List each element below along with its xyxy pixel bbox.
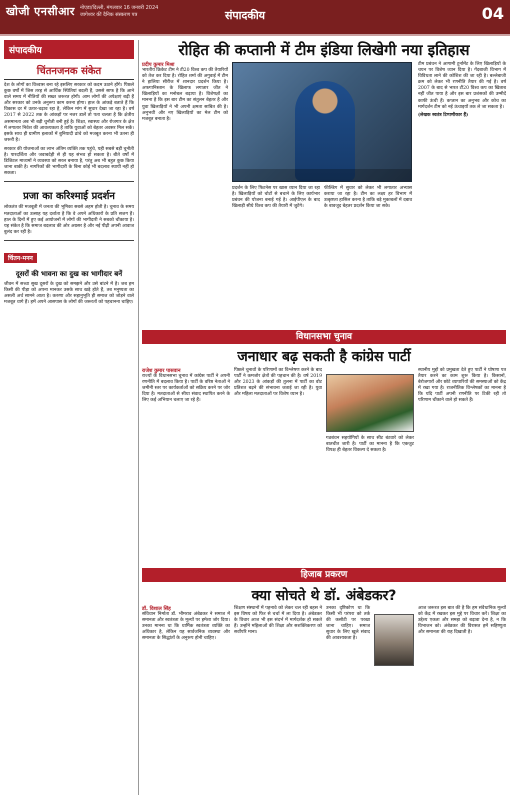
lead-column-mid-2 bbox=[324, 186, 412, 210]
hijab-band: हिजाब प्रकरण bbox=[142, 568, 506, 582]
election-column-3 bbox=[326, 436, 414, 454]
election-column-4 bbox=[418, 368, 506, 405]
bottom-article-title: दूसरों की भावना का दुख का भागीदार बनें bbox=[15, 269, 123, 278]
hijab-column-4 bbox=[418, 606, 506, 636]
election-col3-text: गठबंधन सहयोगियों के साथ सीट बंटवारे को लेकर बातचीत जारी है। पार्टी का मानना है कि एकजुट विपक्ष ही बेहतर विकल्प दे सकता है। bbox=[326, 436, 414, 454]
masthead bbox=[0, 0, 510, 34]
hijab-col1-text: संविधान निर्माता डॉ. भीमराव अंबेडकर ने समाज में समानता और स्वतंत्रता के मूल्यों पर हमेशा जोर दिया। उनका मानना था कि धार्मिक स्वतंत्रता व्यक्ति का अधिकार है, लेकिन यह सार्वजनिक व्यवस्था और समानता के सिद्धांतों के अनुरूप होनी चाहिए। bbox=[142, 612, 230, 642]
chintan-band: चिंतन-मनन bbox=[4, 253, 37, 263]
page-number: 04 bbox=[481, 4, 504, 23]
hijab-byline: डॉ. विशाल सिंह bbox=[142, 606, 171, 612]
sub-article-title: प्रजा का करिश्माई प्रदर्शन bbox=[23, 191, 115, 203]
editorial-body: देश के लोगों का विश्वास बना रहे इसलिए सरकार को कदम उठाने होंगे। पिछले कुछ वर्षों में जिस तरह से आर्थिक स्थितियां बदली हैं, उससे साफ है कि आने वाले समय में नीतियों की सख्त जरूरत होगी। आम लोगों की अपेक्षाएं बढ़ी हैं और सरकार को उनके अनुरूप काम करना होगा। हाल के आंकड़े बताते हैं कि विकास दर में उतार-चढ़ाव रहा है, लेकिन मांग में सुधार देखा जा रहा है। वर्ष 2017 से 2022 तक के आंकड़ों पर नजर डालें तो पता चलता है कि क्षेत्रीय असमानता अब भी बड़ी चुनौती बनी हुई है। शिक्षा, स्वास्थ्य और रोजगार के क्षेत्र में लगातार निवेश की आवश्यकता है ताकि युवाओं को बेहतर अवसर मिल सकें। इसके साथ ही ग्रामीण इलाकों में बुनियादी ढांचे को मजबूत करना भी उतना ही जरूरी है। bbox=[4, 83, 134, 143]
hijab-col3-text: उनका दृष्टिकोण था कि किसी भी परंपरा को तर्क की कसौटी पर परखा जाना चाहिए। समाज सुधार के लिए खुले संवाद की आवश्यकता है। bbox=[326, 606, 370, 642]
date-line-2: जागेश्वर कीं दैनिक संस्करण पत्र bbox=[80, 12, 138, 18]
divider bbox=[4, 181, 134, 182]
player-figure bbox=[295, 81, 355, 181]
lead-column-right bbox=[418, 62, 506, 119]
election-col2-text: पिछले चुनावों के परिणामों का विश्लेषण करने के बाद पार्टी ने कमजोर क्षेत्रों की पहचान की है। वर्ष 2019 और 2023 के आंकड़ों की तुलना में पार्टी का वोट प्रतिशत बढ़ने की संभावना जताई जा रही है। युवा और महिला मतदाताओं पर विशेष ध्यान है। bbox=[234, 368, 322, 398]
election-column-1 bbox=[142, 368, 230, 404]
lead-column-1 bbox=[142, 62, 228, 123]
column-divider bbox=[138, 40, 139, 795]
hijab-col2-text: शिक्षण संस्थानों में पहनावे को लेकर चल रही बहस ने इस विषय को फिर से चर्चा में ला दिया है। अंबेडकर के विचार आज भी इस संदर्भ में मार्गदर्शक हो सकते हैं। उन्होंने महिलाओं की शिक्षा और सशक्तिकरण को सर्वोपरि माना। bbox=[234, 606, 322, 636]
hijab-headline: क्या सोचते थे डॉ. अंबेडकर? bbox=[251, 588, 397, 604]
section-title: संपादकीय bbox=[225, 9, 266, 22]
election-column-2 bbox=[234, 368, 322, 398]
photo-caption-bar bbox=[233, 169, 411, 181]
editorial-band: संपादकीय bbox=[4, 40, 134, 59]
editorial-body-2: सरकार की योजनाओं का लाभ अंतिम व्यक्ति तक पहुंचे, यही सबसे बड़ी चुनौती है। पारदर्शिता और जवाबदेही से ही यह संभव हो सकता है। बीते वर्षों में डिजिटल माध्यमों ने व्यवस्था को सरल बनाया है, परंतु अब भी बहुत कुछ किया जाना बाकी है। नागरिकों की भागीदारी के बिना कोई भी बदलाव स्थायी नहीं हो सकता। bbox=[4, 146, 134, 177]
divider bbox=[4, 240, 134, 241]
lead-mid1-text: प्रदर्शन के लिए फिटनेस पर खास ध्यान दिया जा रहा है। खिलाड़ियों को चोटों से बचाने के लिए कार्यभार प्रबंधन की योजना बनाई गई है। आईपीएल के बाद खिलाड़ी सीधे विश्व कप की तैयारी में जुटेंगे। bbox=[232, 186, 320, 210]
masthead-rule bbox=[0, 34, 510, 36]
lead-mid2-text: फील्डिंग में सुधार को लेकर भी लगातार अभ्यास कराया जा रहा है। टीम का लक्ष्य हर विभाग में उत्कृष्टता हासिल करना है ताकि बड़े मुकाबलों में दबाव के बावजूद बेहतर प्रदर्शन किया जा सके। bbox=[324, 186, 412, 210]
hijab-col4-text: आज जरूरत इस बात की है कि हम संवैधानिक मूल्यों को केंद्र में रखकर इस मुद्दे पर विचार करें। शिक्षा का उद्देश्य एकता और समझ को बढ़ावा देना है, न कि विभाजन को। अंबेडकर की विरासत हमें सहिष्णुता और समानता की राह दिखाती है। bbox=[418, 606, 506, 636]
hijab-column-3 bbox=[326, 606, 370, 643]
date-line bbox=[80, 5, 210, 19]
hijab-article bbox=[142, 606, 506, 796]
lead-article bbox=[142, 62, 506, 327]
lead-right-text: टीम प्रबंधन ने आगामी टूर्नामेंट के लिए खिलाड़ियों के चयन पर विशेष ध्यान दिया है। गेंदबाजी विभाग में विविधता लाने की कोशिश की जा रही है। बल्लेबाजी क्रम को लेकर भी रणनीति तैयार की गई है। वर्ष 2007 के बाद से भारत टी20 विश्व कप का खिताब नहीं जीत पाया है और इस बार प्रशंसकों की उम्मीदें काफी ऊंची हैं। कप्तान का अनुभव और कोच का मार्गदर्शन टीम को नई ऊंचाइयों तक ले जा सकता है। bbox=[418, 62, 506, 110]
lead-header bbox=[142, 40, 506, 60]
hijab-column-2 bbox=[234, 606, 322, 636]
election-headline: जनाधार बढ़ सकती है कांग्रेस पार्टी bbox=[237, 349, 411, 365]
lead-col1-text: भारतीय क्रिकेट टीम ने टी20 विश्व कप की तैयारियों को तेज कर दिया है। रोहित शर्मा की अगुवाई में टीम ने हालिया सीरीज में शानदार प्रदर्शन किया है। अफगानिस्तान के खिलाफ लगातार जीत ने खिलाड़ियों का मनोबल बढ़ाया है। विशेषज्ञों का मानना है कि इस बार टीम का संतुलन बेहतर है और युवा खिलाड़ियों ने भी अपनी क्षमता साबित की है। अनुभवी और नए खिलाड़ियों का मेल टीम को मजबूत बनाता है। bbox=[142, 68, 228, 122]
lead-byline: प्रदीप कुमार मिश्रा bbox=[142, 62, 175, 68]
cricketer-photo bbox=[232, 62, 412, 182]
election-byline: राजेश कुमार पासवान bbox=[142, 368, 181, 374]
election-col1-text: राज्यों के विधानसभा चुनाव में कांग्रेस पार्टी ने अपनी रणनीति में बदलाव किया है। पार्टी के वरिष्ठ नेताओं ने जमीनी स्तर पर कार्यकर्ताओं को सक्रिय करने पर जोर दिया है। मतदाताओं से सीधा संवाद स्थापित करने के लिए कई अभियान चलाए जा रहे हैं। bbox=[142, 374, 230, 404]
lead-headline: रोहित की कप्तानी में टीम इंडिया लिखेगी नया इतिहास bbox=[178, 41, 470, 59]
date-line-1: नोएडा/दिल्ली, मंगलवार 16 जनवरी 2024 bbox=[80, 5, 159, 11]
left-column bbox=[4, 40, 134, 795]
editorial-title: चिंतनजनक संकेत bbox=[4, 63, 134, 80]
election-photo bbox=[326, 374, 414, 432]
election-article bbox=[142, 368, 506, 564]
hijab-column-1 bbox=[142, 606, 230, 642]
election-band: विधानसभा चुनाव bbox=[142, 330, 506, 344]
ambedkar-portrait bbox=[374, 614, 414, 666]
election-col4-text: स्थानीय मुद्दों को प्रमुखता देते हुए पार्टी ने घोषणा पत्र तैयार करने का काम शुरू किया है। किसानों, बेरोजगारों और छोटे व्यापारियों की समस्याओं को केंद्र में रखा गया है। राजनीतिक विश्लेषकों का मानना है कि यदि पार्टी अपनी रणनीति पर टिकी रही तो परिणाम चौंकाने वाले हो सकते हैं। bbox=[418, 368, 506, 404]
lead-column-mid-1 bbox=[232, 186, 320, 210]
newspaper-logo: खोजी एनसीआर bbox=[6, 5, 75, 18]
bottom-article-body: जीवन में सच्चा सुख दूसरों के दुख को समझने और उसे बांटने में है। जब हम किसी की पीड़ा को अपना मानकर उसके साथ खड़े होते हैं, तब मनुष्यता का असली अर्थ सामने आता है। करुणा और सहानुभूति ही समाज को जोड़ने वाले मजबूत धागे हैं। हमें अपने आसपास के लोगों की जरूरतों को पहचानना चाहिए। bbox=[4, 281, 134, 306]
sub-article-body: लोकतंत्र की मजबूती में जनता की भूमिका सबसे अहम होती है। चुनाव के समय मतदाताओं का उत्साह यह दर्शाता है कि वे अपने अधिकारों के प्रति सजग हैं। हाल के दिनों में हुए कई आयोजनों में लोगों की भागीदारी ने सबको चौंकाया है। यह संकेत है कि समाज बदलाव की ओर अग्रसर है और नई पीढ़ी अपनी आवाज बुलंद कर रही है। bbox=[4, 205, 134, 235]
lead-author-note: (लेखक स्वतंत्र टिप्पणीकार हैं) bbox=[418, 112, 469, 118]
